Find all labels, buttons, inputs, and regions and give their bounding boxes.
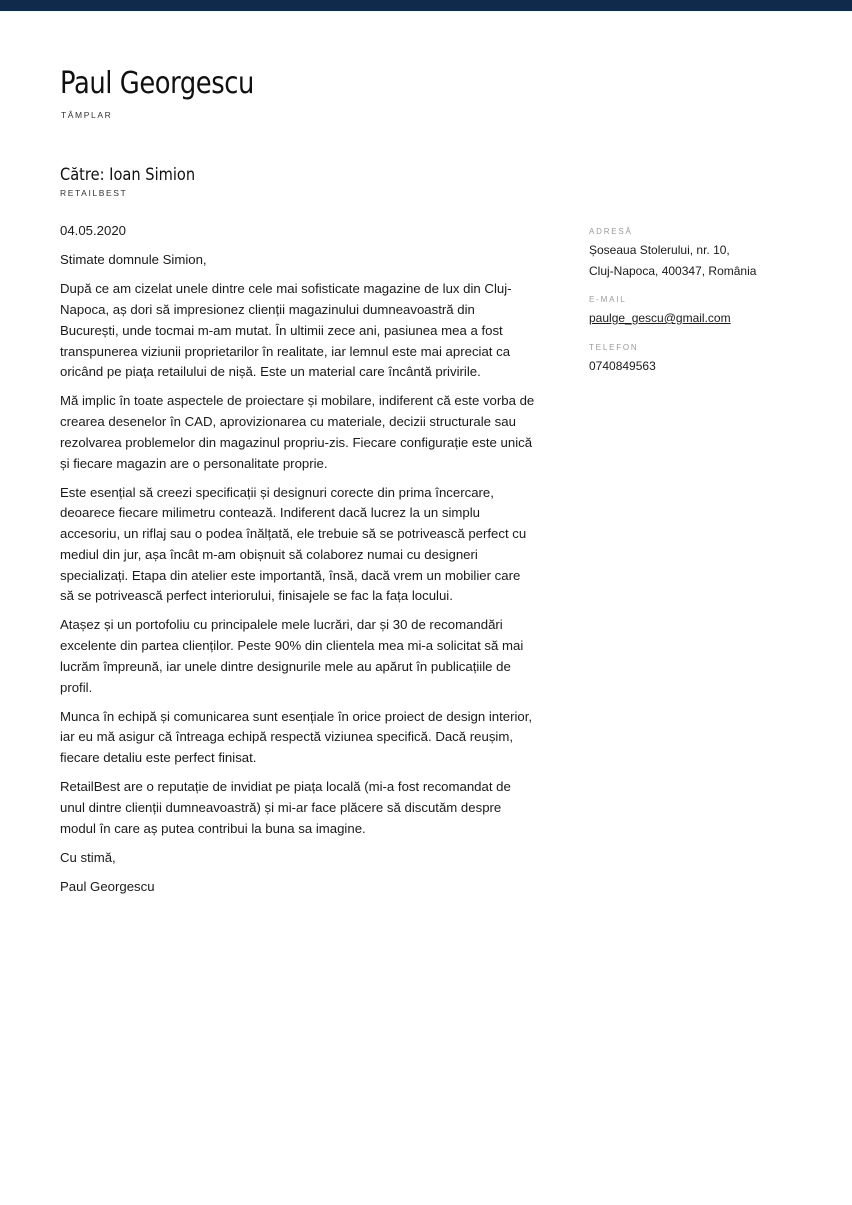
email-block	[589, 294, 829, 329]
email-value-wrapper	[589, 308, 829, 329]
address-block	[589, 226, 829, 281]
email-link[interactable]: paulge_gescu@gmail.com	[589, 311, 731, 325]
letter-paragraph: Mă implic în toate aspectele de proiectare și mobilare, indiferent că este vorba de crearea desenelor în CAD, aprovizionarea cu materiale, decizii structurale sau rezolvarea problemelor din magazinul propriu-zis. Fiecare configurație este unică și fiecare magazin are o personalitate proprie.	[60, 393, 535, 471]
letter-date: 04.05.2020	[60, 223, 127, 238]
top-accent-bar	[0, 0, 852, 11]
sender-name: Paul Georgescu	[60, 66, 254, 101]
email-label: E-MAIL	[589, 295, 627, 304]
address-line-1: Șoseaua Stolerului, nr. 10,	[589, 243, 730, 257]
address-line-2: Cluj-Napoca, 400347, România	[589, 263, 757, 278]
phone-label: TELEFON	[589, 342, 639, 352]
address-label: ADRESĂ	[589, 227, 633, 236]
letter-paragraph: Munca în echipă și comunicarea sunt esențiale în orice proiect de design interior, iar eu mă asigur că întreaga echipă respectă viziunea specifică. Dacă reușim, fiecare detaliu este perfect finisat.	[60, 708, 533, 766]
letter-salutation: Stimate domnule Simion,	[60, 252, 207, 268]
letter-closing: Cu stimă,	[60, 849, 116, 865]
contact-sidebar	[589, 226, 829, 389]
recipient-company: RETAILBEST	[60, 188, 128, 198]
letter-paragraph: RetailBest are o reputație de invidiat pe piața locală (mi-a fost recomandat de unul dintre clienții dumneavoastră) și mi-ar face plăcere să discutăm despre modul în care aș putea contribui la buna sa imagine.	[60, 779, 511, 836]
letter-signature: Paul Georgescu	[60, 879, 155, 895]
letter-body	[60, 221, 535, 906]
phone-value: 0740849563	[589, 358, 656, 373]
recipient-line: Către: Ioan Simion	[60, 165, 196, 185]
sender-job-title: TÂMPLAR	[61, 110, 113, 120]
letter-paragraph: După ce am cizelat unele dintre cele mai sofisticate magazine de lux din Cluj-Napoca, aș dori să impresionez clienții magazinului dumneavoastră din București, unde tocmai m-am mutat. În ultimii zece ani, pasiunea mea a fost transpunerea viziunii proprietarilor în realitate, iar lemnul este mai apreciat ca oricând pe piața retailului de nișă. Este un material care încântă privirile.	[60, 281, 512, 380]
letter-paragraph: Atașez și un portofoliu cu principalele mele lucrări, dar și 30 de recomandări excelente din partea clienților. Peste 90% din clientela mea mi-a solicitat să mai lucrăm împreună, iar unele dintre designurile mele au apărut în publicațiile de profil.	[60, 617, 524, 695]
phone-block	[589, 342, 829, 377]
letter-paragraph: Este esențial să creezi specificații și designuri corecte din prima încercare, deoarece fiecare milimetru contează. Indiferent dacă lucrez la un simplu accesoriu, un riflaj sau o podea înălțată, ele trebuie să se potrivească perfect cu mediul din jur, așa încât m-am obișnuit să colaborez numai cu designeri specializați. Etapa din atelier este importantă, însă, dacă vrem un mobilier care să se potrivească perfect interiorului, finisajele se fac la fața locului.	[60, 484, 527, 604]
address-value	[589, 240, 829, 281]
